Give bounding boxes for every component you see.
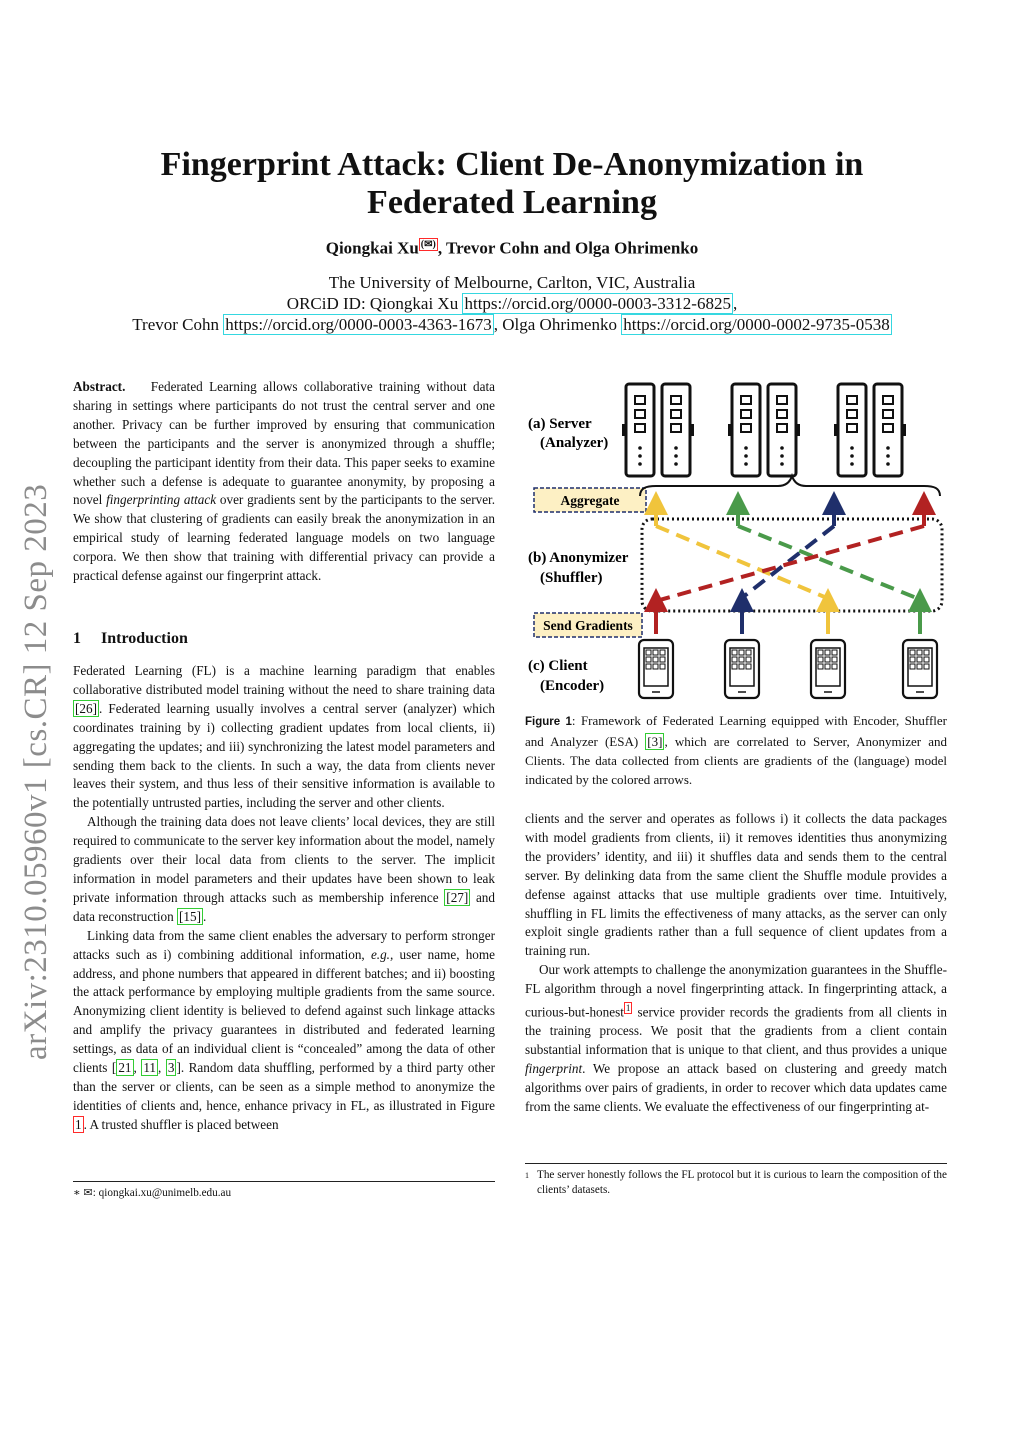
intro-p2-c: . xyxy=(202,908,207,924)
orcid-link-xu[interactable]: https://orcid.org/0000-0003-3312-6825 xyxy=(464,294,731,313)
footnote-rule-left xyxy=(73,1181,495,1182)
authors-rest: , Trevor Cohn and Olga Ohrimenko xyxy=(437,238,699,258)
shuffle-path-yellow xyxy=(656,526,834,601)
orcid-line-1: ORCiD ID: Qiongkai Xu https://orcid.org/0000-0003-3312-6825 , xyxy=(286,294,738,313)
right-paragraph-1: clients and the server and operates as follows i) it collects the data packages with model gradients from clients, ii) it removes identities thus anonymizing the providers’ identity, and iii) it shuffles data and sends them to the central server. By delinking data from the same client the Shuffle module provides a defense against attacks that use multiple gradients over time. Intuitively, shuffling in FL limits the effectiveness of many attacks, as the server can only exploit single gradients rather than a full sequence of client updates from a training run. xyxy=(525,811,947,959)
footnote-1-number: 1 xyxy=(525,1171,529,1180)
send-gradients-label: Send Gradients xyxy=(543,618,633,633)
label-encoder: (Encoder) xyxy=(540,678,605,694)
label-client: (c) Client xyxy=(528,658,588,674)
intro-p1-b: . Federated learning usually involves a central server (analyzer) which coordinates training by i) collecting gradient updates from local clients, ii) aggregating the updates; and iii) synchronizing the latest model parameters and sending them back to the clients. In such a way, the data from clients never leaves their system, and thus less of their sensitive information is available to the potentially untrusted parties, including the server and other clients. xyxy=(73,700,495,811)
author-xu: Qiongkai Xu xyxy=(325,238,419,258)
intro-paragraph-2 xyxy=(73,813,495,926)
aggregate-label: Aggregate xyxy=(560,493,620,508)
right-p2-a: Our work attempts to challenge the anonymization guarantees in the Shuffle-FL algorithm through a novel fingerprinting attack. In fingerprinting attack, a curious-but-honest xyxy=(525,962,947,1020)
caption-text-a: : Framework of Federated Learning equipped with Encoder, Shuffler and Analyzer (ESA) xyxy=(525,713,947,749)
intro-p3-c: ]. Random data shuffling, performed by a third party other than the server or clients, can be seen as a simple method to anonymize the identities of clients and, hence, enhance privacy in FL, as illustrated in Figure xyxy=(73,1060,496,1113)
figure-1-link[interactable]: 1 xyxy=(75,1116,82,1132)
footnote-1 xyxy=(525,1168,947,1198)
intro-p2-a: Although the training data does not leave clients’ local devices, they are still required to communicate to the server key information about the model, namely gradients over their local data from clients to the server. The implicit information in model parameters and their updates have been shown to leak private information through attacks such as membership inference xyxy=(73,814,495,905)
intro-p3-b: user name, home address, and phone numbers that appeared in different batches; and ii) boosting the attack performance by employing multiple gradients from the same source. Anonymizing client identity is believed to defend against such linkage attacks and amplify the privacy guarantees in distributed and federated learning settings, as data of an individual client is “concealed” among the data of other clients [ xyxy=(73,946,496,1076)
intro-p2-b: and data reconstruction xyxy=(73,889,495,924)
orcid-ohrimenko-prefix: Olga Ohrimenko xyxy=(502,315,617,334)
right-p2-b: service provider records the gradients from all clients in the training process. We posit that the gradients from a client contain substantial information that is unique to that client, and thus provides a unique xyxy=(525,1004,947,1058)
citation-11[interactable]: 11 xyxy=(143,1060,157,1076)
author-list xyxy=(0,234,1024,260)
server-icon xyxy=(838,384,866,476)
shuffle-path-red xyxy=(656,526,924,601)
server-icon xyxy=(732,384,760,476)
section-heading-introduction xyxy=(73,630,188,648)
phone-icon xyxy=(903,640,937,698)
abstract-emphasis: fingerprinting attack xyxy=(106,492,217,508)
title-line-1: Fingerprint Attack: Client De-Anonymization in xyxy=(160,146,864,183)
citation-15[interactable]: [15] xyxy=(179,908,201,924)
orcid-line-2: Trevor Cohn https://orcid.org/0000-0003-4363-1673 , Olga Ohrimenko https://orcid.org/0000-0002-9735-0538 xyxy=(132,315,890,334)
title-line-2: Federated Learning xyxy=(367,184,657,221)
right-column-text xyxy=(525,810,947,1117)
phone-icon xyxy=(811,640,845,698)
abstract-text-2: over gradients sent by the participants to the server. We show that clustering of gradients can easily break the anonymization in an empirical study of learning federated language models on two language corpora. We then show that training with differential privacy can provide a practical defense against our fingerprint attack. xyxy=(73,492,496,584)
label-shuffler: (Shuffler) xyxy=(540,570,603,586)
caption-citation-3[interactable]: [3] xyxy=(647,734,663,749)
intro-paragraph-3: Linking data from the same client enables the adversary to perform stronger attacks such as i) combining additional information, e.g., user name, home address, and phone numbers that appeared in different batches; and ii) boosting the attack performance by employing multiple gradients from the same source. Anonymizing client identity is believed to defend against such linkage attacks and amplify the privacy guarantees in distributed and federated learning settings, as data of an individual client is “concealed” among the data of other clients [ 21 , 11 , 3 ]. Random data shuffling, performed by a third party other than the server or clients, can be seen as a simple method to anonymize the identities of clients and, hence, enhance privacy in FL, as illustrated in Figure 1 . A trusted shuffler is placed between xyxy=(73,927,496,1132)
citation-26[interactable]: [26] xyxy=(75,700,97,716)
server-icon xyxy=(874,384,902,476)
affiliation-block xyxy=(0,272,1024,335)
affiliation: The University of Melbourne, Carlton, VIC, Australia xyxy=(328,273,696,292)
intro-paragraph-1 xyxy=(73,662,495,813)
footnote-email: ∗ ✉: qiongkai.xu@unimelb.edu.au xyxy=(73,1187,232,1199)
section-number: 1 xyxy=(73,630,81,647)
intro-text xyxy=(73,662,495,1135)
server-rack-group xyxy=(622,384,906,476)
orcid-link-cohn[interactable]: https://orcid.org/0000-0003-4363-1673 xyxy=(225,315,492,334)
server-icon xyxy=(662,384,690,476)
citation-3[interactable]: 3 xyxy=(167,1060,175,1076)
figure-1-diagram xyxy=(522,376,952,706)
figure-1-caption xyxy=(525,711,947,789)
right-paragraph-2 xyxy=(525,961,947,1117)
citation-27[interactable]: [27] xyxy=(446,889,469,905)
right-p2-c: . We propose an attack based on clustering and greedy match algorithms over pairs of gradients, in order to recover which data updates came from the same clients. We evaluate the effectiveness of our fingerprinting at- xyxy=(525,1061,947,1114)
intro-p3-a: Linking data from the same client enables the adversary to perform stronger attacks such as i) combining additional information, xyxy=(73,927,495,962)
section-title: Introduction xyxy=(101,630,188,647)
server-icon xyxy=(626,384,654,476)
orcid-cohn-prefix: Trevor Cohn xyxy=(132,315,220,334)
caption-label: Figure 1 xyxy=(525,716,572,728)
orcid-link-ohrimenko[interactable]: https://orcid.org/0000-0002-9735-0538 xyxy=(623,315,890,334)
abstract xyxy=(73,378,495,586)
client-phone-group xyxy=(639,640,937,698)
intro-eg: e.g., xyxy=(370,946,394,962)
arxiv-stamp: arXiv:2310.05960v1 [cs.CR] 12 Sep 2023 xyxy=(18,483,54,1060)
caption-text-b: , which are correlated to Server, Anonymizer and Clients. The data collected from clients are gradients of the (language) model indicated by the colored arrows. xyxy=(525,734,947,787)
footnote-1-text: The server honestly follows the FL protocol but it is curious to learn the composition of the clients’ datasets. xyxy=(537,1169,947,1196)
aggregate-brace xyxy=(640,476,940,496)
citation-21[interactable]: 21 xyxy=(118,1060,132,1076)
corresponding-author-link[interactable]: (✉) xyxy=(420,239,436,250)
label-server: (a) Server xyxy=(528,416,592,432)
shuffle-path-green xyxy=(738,526,924,601)
footnote-rule-right xyxy=(525,1163,947,1164)
phone-icon xyxy=(639,640,673,698)
footnote-1-link[interactable]: 1 xyxy=(625,1003,631,1014)
abstract-label: Abstract. xyxy=(73,379,126,394)
intro-p3-d: . A trusted shuffler is placed between xyxy=(83,1116,279,1132)
server-icon xyxy=(768,384,796,476)
phone-icon xyxy=(725,640,759,698)
paper-title xyxy=(0,146,1024,222)
label-anonymizer: (b) Anonymizer xyxy=(528,550,629,566)
intro-p1-a: Federated Learning (FL) is a machine learning paradigm that enables collaborative distributed model training without the need to share training data xyxy=(73,663,495,697)
right-p2-emph: fingerprint xyxy=(525,1061,583,1077)
label-analyzer: (Analyzer) xyxy=(540,435,609,451)
abstract-text-1: Federated Learning allows collaborative training without data sharing in settings where participants do not trust the central server and one another. Privacy can be further improved by ensuring that communication between the participants and the server is anonymized through a shuffle; decoupling the participant identity from their data. This paper seeks to examine whether such a defense is adequate to guarantee anonymity, by proposing a novel xyxy=(73,379,496,508)
orcid-prefix: ORCiD ID: Qiongkai Xu xyxy=(286,294,459,313)
